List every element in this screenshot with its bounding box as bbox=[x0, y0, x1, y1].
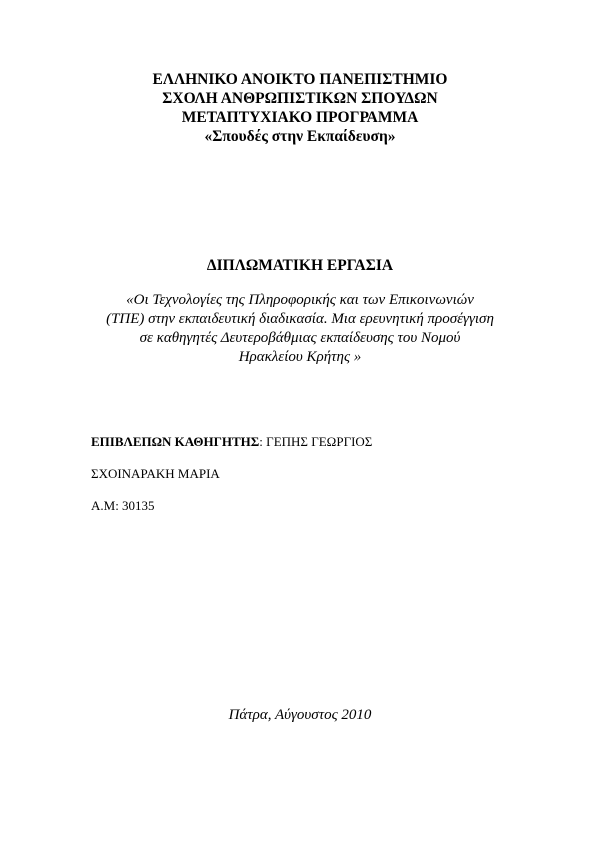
supervisor-label: ΕΠΙΒΛΕΠΩΝ ΚΑΘΗΓΗΤΗΣ bbox=[91, 434, 260, 449]
thesis-title-line: «Οι Τεχνολογίες της Πληροφορικής και των Επικοινωνιών bbox=[126, 292, 474, 308]
thesis-title-line: Ηρακλείου Κρήτης » bbox=[238, 349, 362, 365]
thesis-label: ΔΙΠΛΩΜΑΤΙΚΗ ΕΡΓΑΣΙΑ bbox=[206, 257, 394, 274]
thesis-title-line: σε καθηγητές Δευτεροβάθμιας εκπαίδευσης του Νομού bbox=[139, 330, 461, 346]
student-registration-number: Α.Μ: 30135 bbox=[91, 498, 155, 513]
thesis-title-line: (ΤΠΕ) στην εκπαιδευτική διαδικασία. Μια ερευνητική προσέγγιση bbox=[106, 311, 494, 327]
supervisor-line bbox=[91, 434, 372, 450]
program-type: ΜΕΤΑΠΤΥΧΙΑΚΟ ΠΡΟΓΡΑΜΜΑ bbox=[181, 109, 419, 126]
supervisor-name: ΓΕΠΗΣ ΓΕΩΡΓΙΟΣ bbox=[266, 434, 373, 449]
student-name: ΣΧΟΙΝΑΡΑΚΗ ΜΑΡΙΑ bbox=[91, 466, 220, 481]
university-name: ΕΛΛΗΝΙΚΟ ΑΝΟΙΚΤΟ ΠΑΝΕΠΙΣΤΗΜΙΟ bbox=[152, 71, 448, 88]
institution-header bbox=[0, 70, 600, 146]
place-date: Πάτρα, Αύγουστος 2010 bbox=[228, 707, 372, 723]
program-name: «Σπουδές στην Εκπαίδευση» bbox=[204, 128, 396, 145]
supervisor-separator: : bbox=[259, 434, 267, 449]
thesis-title bbox=[0, 291, 600, 367]
school-name: ΣΧΟΛΗ ΑΝΘΡΩΠΙΣΤΙΚΩΝ ΣΠΟΥΔΩΝ bbox=[162, 90, 438, 107]
